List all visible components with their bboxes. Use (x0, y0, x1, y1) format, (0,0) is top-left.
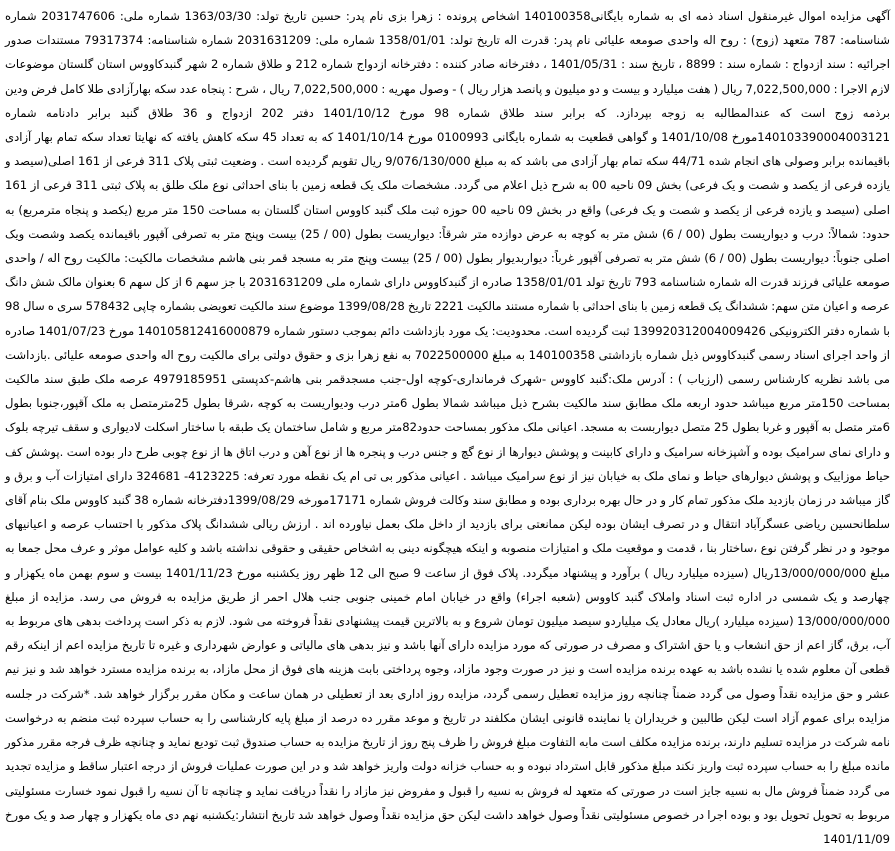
notice-body-text: آگهی مزایده اموال غیرمنقول اسناد ذمه ای به شماره بایگانی140100358 اشخاص پرونده : زهرا بزی نام پدر: حسین تاریخ تولد: 1363/03/30 شماره ملی: 2031747606 شماره شناسنامه: 787 متعهد (زوج) : روح اله واحدی صومعه علیائی نام پدر: قدرت اله تاریخ تولد: 1358/01/01 شماره ملی: 2031631209 شماره شناسنامه: 79317374 مستندات صدور اجرائیه : سند ازدواج : شماره سند : 8899 ، تاریخ سند : 1401/05/31 ، دفترخانه صادر کننده : دفترخانه ازدواج شماره 212 و طلاق شماره 2 شهر گنبدکاووس استان گلستان موضوعات لازم الاجرا : 7,022,500,000 ریال ( هفت میلیارد و بیست و دو میلیون و پانصد هزار ریال ) - وصول مهریه : 7,022,500,000 ریال ، شرح : پنجاه عدد سکه بهارآزادی طلا کامل فرض ودین برذمه زوج است که عندالمطالبه به زوجه بپردازد. که برابر سند طلاق شماره 98 مورخ 1401/10/12 دفتر 202 ازدواج و 36 طلاق گنبد برابر دادنامه شماره 140103390004003121مورخ 1401/10/08 و گواهی قطعیت به شماره بایگانی 0100993 مورخ 1401/10/14 که به تعداد 45 سکه کاهش یافته که نهایتا تعداد سکه تمام بهار آزادی باقیمانده برابر وصولی های انجام شده 44/71 سکه تمام بهار آزادی می باشد که به مبلغ 9/076/130/000 ریال تقویم گردیده است . وضعیت ثبتی پلاک 311 فرعی از 161 اصلی(سیصد و یازده فرعی از یکصد و شصت و یک فرعی) بخش 09 ناحیه 00 به شرح ذیل اعلام می گردد. مشخصات ملک یک قطعه زمین با بنای احداثی نوع ملک طلق به پلاک ثبتی 311 فرعی از 161 اصلی (سیصد و یازده فرعی از یکصد و شصت و یک فرعی) واقع در بخش 09 ناحیه 00 حوزه ثبت ملک گنبد کاووس استان گلستان به مساحت 150 متر مربع (یکصد و پنجاه مترمربع) به حدود: شمالاً: درب و دیواریست بطول (00 / 6) شش متر به کوچه به عرض دوازده متر شرقاً: دیواریست بطول (00 / 25) بیست وپنج متر به تصرفی آقپور باقیمانده یکصد وشصت ویک اصلی جنوباً: دیواریست بطول (00 / 6) شش متر به تصرفی آقپور غرباً: دیواربدیوار بطول (00 / 25) بیست وپنج متر به مسجد قمر بنی هاشم مشخصات مالکیت: مالکیت روح اله / واحدی صومعه علیائی فرزند قدرت اله شماره شناسنامه 793 تاریخ تولد 1358/01/01 صادره از گنبدکاووس دارای شماره ملی 2031631209 با جز سهم 6 از کل سهم 6 بعنوان مالک شش دانگ عرصه و اعیان متن سهم: ششدانگ یک قطعه زمین با بنای احداثی با شماره مستند مالکیت 2221 تاریخ 1399/08/28 موضوع سند مالکیت تعویضی بشماره چاپی 578432 سری ه سال 98 با شماره دفتر الکترونیکی 139920312004009426 ثبت گردیده است. محدودیت: یک مورد بازداشت دائم بموجب دستور شماره 140105812416000879 مورخ 1401/07/23 صادره از واحد اجرای اسناد رسمی گنبدکاووس ذیل شماره بازداشتی 140100358 به مبلغ 7022500000 به نفع زهرا بزی و حقوق دولتی برای مالکیت روح اله واحدی صومعه علیائی .بازداشت می باشد نظریه کارشناس رسمی (ارزیاب ) : آدرس ملک:گنبد کاووس -شهرک فرمانداری-کوچه اول-جنب مسجدقمر بنی هاشم-کدپستی 4979185951 عرصه ملک طبق سند مالکیت بمساحت 150متر مربع میباشد حدود اربعه ملک مطابق سند مالکیت بشرح ذیل میباشد شمالا بطول 6متر درب ودیواریست به کوچه ،شرقا بطول 25مترمتصل به ملک آقپور،جنوبا بطول 6متر متصل به آقپور و غربا بطول 25 متصل دیواربست به مسجد. اعیانی ملک مذکور بمساحت حدود82متر مربع و شامل ساختمان یک طبقه با ساختار اسکلت لادیواری و سقف تیرچه بلوک و دارای نمای سرامیک بوده و آشپزخانه سرامیک و دارای کابینت و پوشش دیوارها از نوع گچ و جنس درب و پنجره ها از نوع آهن و درب اتاق ها از نوع چوبی طرح دار بوده است .پوشش کف حیاط موزاییک و پوشش دیوارهای حیاط و نمای ملک به خیابان نیز از نوع سرامیک میباشد . اعیانی مذکور بی تی ام یک نقطه مورد تعرفه: 4123225- 324681 دارای امتیازات آب و برق و گاز میباشد در زمان بازدید ملک مذکور تمام کار و در حال بهره برداری بوده و مطابق سند وکالت فروش شماره 17171مورخه 1399/08/29دفترخانه شماره 38 گنبد کاووس ملک بنام آقای سلطانحسین ریاضی عسگرآباد انتقال و در تصرف ایشان بوده لیکن ممانعتی برای بازدید از داخل ملک بعمل نیاورده اند . ارزش ریالی ششدانگ پلاک مذکور با احتساب عرصه و اعیانیهای موجود و در نظر گرفتن نوع ،ساختار بنا ، قدمت و موقعیت ملک و امتیازات منصوبه و اینکه هیچگونه دینی به اشخاص حقیقی و حقوقی نداشته باشد و کلیه عوامل موثر و عرف محل جمعا به مبلغ 13/000/000/000ریال (سیزده میلیارد ریال ) برآورد و پیشنهاد میگردد. پلاک فوق از ساعت 9 صبح الی 12 ظهر روز یکشنبه مورخ 1401/11/23 بیست و سوم بهمن ماه یکهزار و چهارصد و یک شمسی در اداره ثبت اسناد واملاک گنبد کاووس (شعبه اجراء) واقع در خیابان امام خمینی جنوبی جنب هلال احمر از طریق مزایده به فروش می رسد. مزایده از مبلغ 13/000/000/000 (سیزده میلیارد )ریال معادل یک میلیاردو سیصد میلیون تومان شروع و به بالاترین قیمت پیشنهادی نقداً فروخته می شود. لازم به ذکر است پرداخت بدهی های مربوط به آب، برق، گاز اعم از حق انشعاب و یا حق اشتراک و مصرف در صورتی که مورد مزایده دارای آنها باشد و نیز بدهی های مالیاتی و عوارض شهرداری و غیره تا تاریخ مزایده اعم از اینکه رقم قطعی آن معلوم شده یا نشده باشد به عهده برنده مزایده است و نیز در صورت وجود مازاد، وجوه پرداختی بابت هزینه های فوق از محل مازاد، به برنده مزایده مسترد خواهد شد و نیز نیم عشر و حق مزایده نقداً وصول می گردد ضمناً چنانچه روز مزایده تعطیل رسمی گردد، مزایده روز اداری بعد از تعطیلی در همان ساعت و مکان مقرر برگزار خواهد شد. *شرکت در جلسه مزایده برای عموم آزاد است لیکن طالبین و خریداران یا نماینده قانونی ایشان مکلفند در تاریخ و موعد مقرر ده درصد از مبلغ پایه کارشناسی را به حساب سپرده ثبت منضم به درخواست نامه شرکت در مزایده تسلیم دارند، برنده مزایده مکلف است مابه التفاوت مبلغ فروش را ظرف پنج روز از تاریخ مزایده به حساب صندوق ثبت تودیع نماید و چنانچه ظرف فرجه مقرر مذکور مانده مبلغ را به حساب سپرده ثبت واریز نکند مبلغ مذکور قابل استرداد نبوده و به حساب خزانه دولت واریز خواهد شد و در این صورت عملیات فروش از درجه اعتبار ساقط و مزایده تجدید می گردد ضمناً فروش مال به نسیه جایز است در صورتی که متعهد له فروش به نسیه را قبول و مفروض نیز مازاد را نقداً دریافت نماید و چنانچه تا آن نسیه را قبول نمود خسارت مسئولیتی مربوط به تحویل تحویل بود و بوده اجرا در خصوص مسئولیتی نقداً وصول خواهد داشت لیکن حق مزایده نقداً وصول خواهد شد تاریخ انتشار:یکشنبه نهم دی ماه یکهزار و چهار صد و یک مورخ 1401/11/09 (5, 9, 891, 846)
